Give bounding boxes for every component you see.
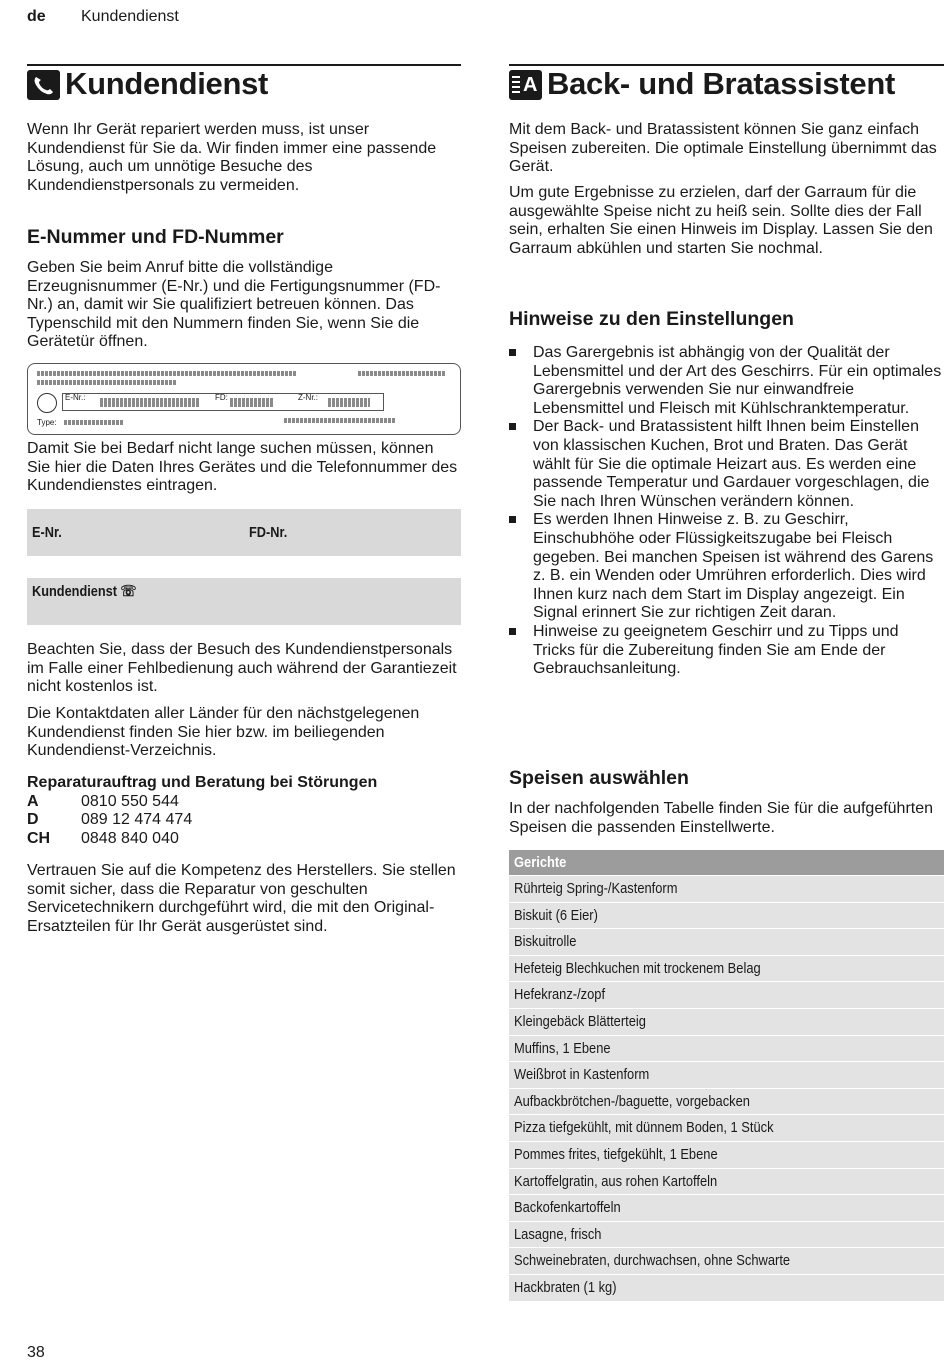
- assistant-paragraph-2: Um gute Ergebnisse zu erzielen, darf der Garraum für die ausgewählte Speise nicht zu heiß sein. Sollte dies der Fall sein, erhalten Sie einen Hinweis im Display. Lassen Sie den Garraum abkühlen und starten Sie nochmal.: [509, 184, 933, 257]
- running-header: [27, 8, 179, 26]
- label-type: Type:: [37, 418, 57, 427]
- running-section-title: Kundendienst: [81, 8, 179, 25]
- label-znr: Z-Nr.:: [298, 393, 318, 402]
- hints-heading: Hinweise zu den Einstellungen: [509, 308, 794, 330]
- label-enr: E-Nr.:: [65, 393, 86, 402]
- contact-row: D 089 12 474 474: [27, 811, 193, 829]
- table-row: Hackbraten (1 kg): [509, 1274, 944, 1301]
- table-row: Hefekranz-/zopf: [509, 981, 944, 1008]
- assistant-heading-block: [509, 64, 944, 101]
- contact-row: CH 0848 840 040: [27, 829, 179, 847]
- table-row: Kartoffelgratin, aus rohen Kartoffeln: [509, 1168, 944, 1195]
- table-row: Lasagne, frisch: [509, 1221, 944, 1248]
- device-data-form-row: [27, 509, 461, 556]
- assistant-paragraph-1: Mit dem Back- und Bratassistent können Sie ganz einfach Speisen zubereiten. Die optimale Einstellung übernimmt das Gerät.: [509, 121, 937, 176]
- label-fd: FD:: [215, 393, 228, 402]
- table-row: Hefeteig Blechkuchen mit trockenem Belag: [509, 955, 944, 982]
- dishes-table: [509, 850, 944, 1301]
- table-row: Biskuitrolle: [509, 928, 944, 955]
- trust-paragraph: Vertrauen Sie auf die Kompetenz des Herstellers. Sie stellen somit sicher, dass die Reparatur von geschulten Servicetechnikern durchgeführt wird, die mit den Original-Ersatzteilen für Ihr Gerät ausgerüstet sind.: [27, 862, 456, 935]
- form-service-label: Kundendienst ☏: [32, 583, 137, 600]
- table-row: Backofenkartoffeln: [509, 1194, 944, 1221]
- brand-logo-icon: [37, 393, 57, 413]
- language-code: de: [27, 8, 46, 25]
- page-title: Kundendienst: [65, 66, 269, 101]
- note-paragraph-1: Beachten Sie, dass der Besuch des Kundendienstpersonals im Falle einer Fehlbedienung auch während der Garantiezeit nicht kostenlos ist.: [27, 641, 457, 696]
- repair-contacts: [27, 774, 461, 848]
- hints-list: [509, 344, 944, 679]
- type-plate-illustration: [27, 363, 461, 435]
- form-fdnr-label: FD-Nr.: [249, 524, 288, 541]
- table-row: Pommes frites, tiefgekühlt, 1 Ebene: [509, 1141, 944, 1168]
- form-enr-label: E-Nr.: [32, 524, 62, 541]
- table-header: Gerichte: [509, 850, 944, 875]
- table-row: Aufbackbrötchen-/baguette, vorgebacken: [509, 1088, 944, 1115]
- list-item: Es werden Ihnen Hinweise z. B. zu Geschirr, Einschubhöhe oder Flüssigkeitszugabe bei Fleisch gegeben. Bei manchen Speisen ist während des Garens z. B. ein Wenden oder Umrühren erforderlich. Dies wird Ihnen kurz nach dem Start im Display angezeigt. Ein Signal erinnert Sie zur richtigen Zeit daran.: [509, 511, 944, 623]
- select-heading: Speisen auswählen: [509, 767, 689, 789]
- repair-title: Reparaturauftrag und Beratung bei Störungen: [27, 774, 378, 791]
- after-label-paragraph: Damit Sie bei Bedarf nicht lange suchen müssen, können Sie hier die Daten Ihres Gerätes und die Telefonnummer des Kundendienstes eintragen.: [27, 440, 458, 495]
- enr-paragraph: Geben Sie beim Anruf bitte die vollständige Erzeugnisnummer (E-Nr.) und die Fertigungsnummer (FD-Nr.) an, damit wir Sie qualifiziert betreuen können. Das Typenschild mit den Nummern finden Sie, wenn Sie die Gerätetür öffnen.: [27, 259, 441, 351]
- service-phone-form-row: [27, 578, 461, 625]
- table-row: Pizza tiefgekühlt, mit dünnem Boden, 1 Stück: [509, 1114, 944, 1141]
- table-row: Weißbrot in Kastenform: [509, 1061, 944, 1088]
- kundendienst-heading-block: [27, 64, 461, 101]
- list-item: Das Garergebnis ist abhängig von der Qualität der Lebensmittel und der Art des Geschirrs. Für ein optimales Garergebnis verwenden Sie nur einwandfreie Lebensmittel und Fleisch mit Kühlschranktemperatur.: [509, 344, 944, 418]
- table-row: Biskuit (6 Eier): [509, 902, 944, 929]
- table-row: Muffins, 1 Ebene: [509, 1035, 944, 1062]
- select-paragraph: In der nachfolgenden Tabelle finden Sie für die aufgeführten Speisen die passenden Einstellwerte.: [509, 800, 934, 836]
- note-paragraph-2: Die Kontaktdaten aller Länder für den nächstgelegenen Kundendienst finden Sie hier bzw. im beiliegenden Kundendienst-Verzeichnis.: [27, 705, 420, 760]
- intro-paragraph: Wenn Ihr Gerät repariert werden muss, ist unser Kundendienst für Sie da. Wir finden immer eine passende Lösung, auch um unnötige Besuche des Kundendienstpersonals zu vermeiden.: [27, 121, 437, 194]
- enr-section-heading: E-Nummer und FD-Nummer: [27, 226, 284, 248]
- assistant-icon: A: [509, 70, 542, 100]
- phone-icon: [27, 70, 60, 100]
- section-title: Back- und Bratassistent: [547, 66, 895, 101]
- page-number: 38: [27, 1344, 45, 1361]
- list-item: Der Back- und Bratassistent hilft Ihnen beim Einstellen von klassischen Kuchen, Brot und Braten. Das Gerät wählt für Sie die optimale Heizart aus. Es werden eine passende Temperatur und Gardauer vorgeschlagen, die Sie nach Ihren Wünschen verändern können.: [509, 418, 944, 511]
- list-item: Hinweise zu geeignetem Geschirr und zu Tipps und Tricks für die Zubereitung finden Sie am Ende der Gebrauchsanleitung.: [509, 623, 944, 679]
- table-row: Rührteig Spring-/Kastenform: [509, 875, 944, 902]
- table-row: Schweinebraten, durchwachsen, ohne Schwarte: [509, 1247, 944, 1274]
- table-row: Kleingebäck Blätterteig: [509, 1008, 944, 1035]
- contact-row: A 0810 550 544: [27, 792, 179, 810]
